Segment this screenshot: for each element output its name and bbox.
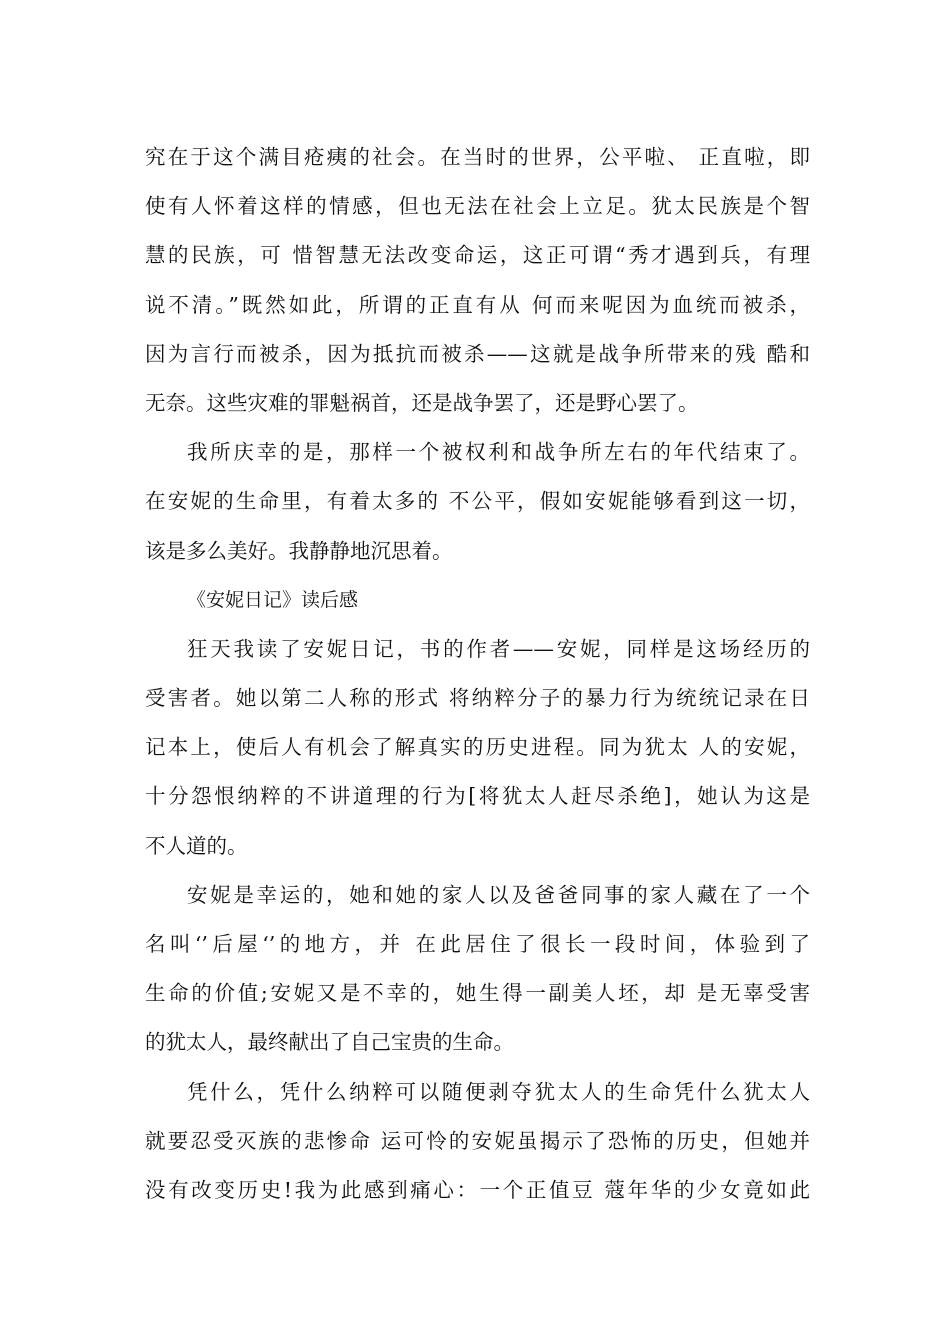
text-line: 名叫‘’后屋‘’的地方，并 在此居住了很长一段时间，体验到了 <box>145 932 810 956</box>
text-line: 说不清。”既然如此，所谓的正直有从 何而来呢因为血统而被杀， <box>145 292 810 317</box>
text-line: 因为言行而被杀，因为抵抗而被杀——这就是战争所带来的残 酷和 <box>145 341 810 366</box>
text-line: 该是多么美好。我静静地沉思着。 <box>145 538 453 563</box>
text-line: 的犹太人，最终献出了自己宝贵的生命。 <box>145 1030 514 1055</box>
text-line: 狂天我读了安妮日记，书的作者——安妮，同样是这场经历的 <box>187 636 810 661</box>
text-line: 受害者。她以第二人称的形式 将纳粹分子的暴力行为统统记录在日 <box>145 686 810 711</box>
section-title: 《安妮日记》读后感 <box>187 588 359 611</box>
text-line: 凭什么，凭什么纳粹可以随便剥夺犹太人的生命凭什么犹太人 <box>187 1079 810 1104</box>
text-line: 在安妮的生命里，有着太多的 不公平，假如安妮能够看到这一切， <box>145 489 810 514</box>
text-line: 记本上，使后人有机会了解真实的历史进程。同为犹太 人的安妮， <box>145 735 810 760</box>
text-line: 安妮是幸运的，她和她的家人以及爸爸同事的家人藏在了一个 <box>187 882 810 907</box>
text-line: 不人道的。 <box>145 833 248 858</box>
text-line: 生命的价值;安妮又是不幸的，她生得一副美人坯，却 是无辜受害 <box>145 981 810 1006</box>
text-line: 究在于这个满目疮痍的社会。在当时的世界，公平啦、 正直啦，即 <box>145 145 810 169</box>
text-line: 就要忍受灭族的悲惨命 运可怜的安妮虽揭示了恐怖的历史，但她并 <box>145 1128 810 1153</box>
text-line: 慧的民族，可 惜智慧无法改变命运，这正可谓“秀才遇到兵，有理 <box>145 243 810 268</box>
text-line: 十分怨恨纳粹的不讲道理的行为[将犹太人赶尽杀绝]，她认为这是 <box>145 784 810 809</box>
text-line: 没有改变历史!我为此感到痛心：一个正值豆 蔻年华的少女竟如此 <box>145 1177 810 1202</box>
text-line: 无奈。这些灾难的罪魁祸首，还是战争罢了，还是野心罢了。 <box>145 390 699 415</box>
text-line: 我所庆幸的是，那样一个被权利和战争所左右的年代结束了。 <box>187 440 810 465</box>
document-body <box>145 133 810 1215</box>
text-line: 使有人怀着这样的情感，但也无法在社会上立足。犹太民族是个智 <box>145 194 810 219</box>
